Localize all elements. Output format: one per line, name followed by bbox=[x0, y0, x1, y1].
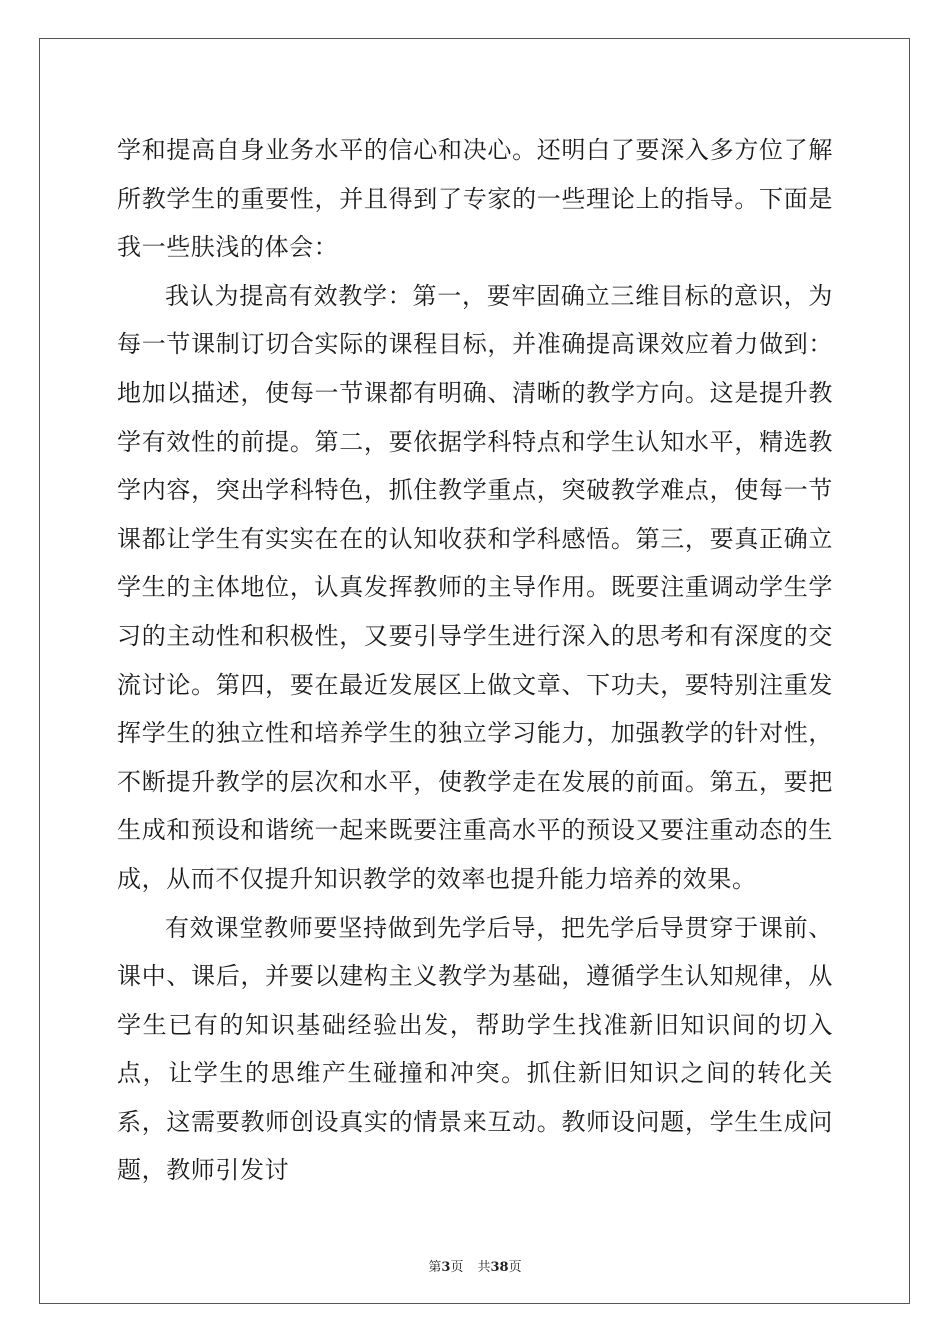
page-footer bbox=[0, 1256, 950, 1275]
paragraph-3: 有效课堂教师要坚持做到先学后导，把先学后导贯穿于课前、课中、课后，并要以建构主义教学为基础，遵循学生认知规律，从学生已有的知识基础经验出发，帮助学生找准新旧知识间的切入点，让学生的思维产生碰撞和冲突。抓住新旧知识之间的转化关系，这需要教师创设真实的情景来互动。教师设问题，学生生成问题，教师引发讨 bbox=[117, 913, 833, 1185]
page-number: 3 bbox=[441, 1260, 451, 1275]
paragraph-1: 学和提高自身业务水平的信心和决心。还明白了要深入多方位了解所教学生的重要性，并且得到了专家的一些理论上的指导。下面是我一些肤浅的体会： bbox=[117, 136, 833, 262]
total-prefix: 共 bbox=[477, 1260, 491, 1275]
total-suffix: 页 bbox=[508, 1260, 522, 1275]
document-body bbox=[117, 126, 833, 1195]
paragraph-2: 我认为提高有效教学：第一，要牢固确立三维目标的意识，为每一节课制订切合实际的课程目标，并准确提高课效应着力做到：地加以描述，使每一节课都有明确、清晰的教学方向。这是提升教学有效性的前提。第二，要依据学科特点和学生认知水平，精选教学内容，突出学科特色，抓住教学重点，突破教学难点，使每一节课都让学生有实实在在的认知收获和学科感悟。第三，要真正确立学生的主体地位，认真发挥教师的主导作用。既要注重调动学生学习的主动性和积极性，又要引导学生进行深入的思考和有深度的交流讨论。第四，要在最近发展区上做文章、下功夫，要特别注重发挥学生的独立性和培养学生的独立学习能力，加强教学的针对性，不断提升教学的层次和水平，使教学走在发展的前面。第五，要把生成和预设和谐统一起来既要注重高水平的预设又要注重动态的生成，从而不仅提升知识教学的效率也提升能力培养的效果。 bbox=[117, 281, 833, 893]
page-suffix: 页 bbox=[450, 1260, 464, 1275]
page-prefix: 第 bbox=[428, 1260, 442, 1275]
total-pages: 38 bbox=[490, 1260, 509, 1275]
